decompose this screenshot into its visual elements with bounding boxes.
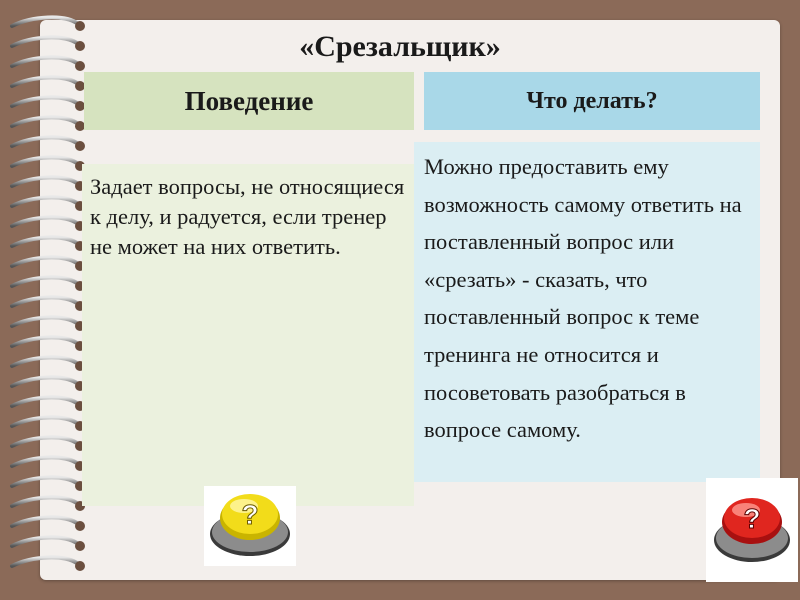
spiral-ring — [12, 397, 78, 406]
header-what-to-do: Что делать? — [424, 72, 760, 130]
spiral-ring — [12, 537, 78, 546]
spiral-ring — [12, 317, 78, 326]
spiral-binding-icon — [8, 14, 88, 580]
svg-text:?: ? — [241, 499, 259, 530]
spiral-ring — [12, 177, 78, 186]
spiral-ring — [12, 457, 78, 466]
spiral-ring — [12, 337, 78, 346]
spiral-ring — [12, 477, 78, 486]
header-behavior: Поведение — [84, 72, 414, 130]
spiral-ring — [12, 437, 78, 446]
spiral-ring — [12, 257, 78, 266]
svg-text:?: ? — [743, 503, 761, 534]
spiral-ring — [12, 157, 78, 166]
spiral-ring — [12, 417, 78, 426]
spiral-ring — [12, 237, 78, 246]
question-button-yellow-icon — [204, 486, 296, 566]
spiral-ring — [12, 517, 78, 526]
spiral-ring — [12, 557, 78, 566]
slide-title: «Срезальщик» — [299, 30, 501, 63]
spiral-ring — [12, 497, 78, 506]
spiral-ring — [12, 77, 78, 86]
spiral-ring — [12, 117, 78, 126]
spiral-ring — [12, 137, 78, 146]
what-to-do-text: Можно предоставить ему возможность самому ответить на поставленный вопрос или «срезать» - сказать, что поставленный вопрос к теме тренинга не относится и посоветовать разобраться в вопросе самому. — [424, 154, 742, 443]
behavior-column — [82, 164, 414, 506]
spiral-ring — [12, 297, 78, 306]
behavior-text: Задает вопросы, не относящиеся к делу, и радуется, если тренер не может на них ответить. — [90, 174, 405, 259]
spiral-ring — [12, 197, 78, 206]
question-button-red-icon — [706, 478, 798, 582]
spiral-ring — [12, 17, 78, 26]
spiral-hole — [75, 141, 85, 151]
spiral-ring — [12, 357, 78, 366]
spiral-ring — [12, 377, 78, 386]
spiral-hole — [75, 521, 85, 531]
spiral-ring — [12, 97, 78, 106]
spiral-ring — [12, 217, 78, 226]
spiral-hole — [75, 541, 85, 551]
spiral-hole — [75, 561, 85, 571]
spiral-ring — [12, 277, 78, 286]
